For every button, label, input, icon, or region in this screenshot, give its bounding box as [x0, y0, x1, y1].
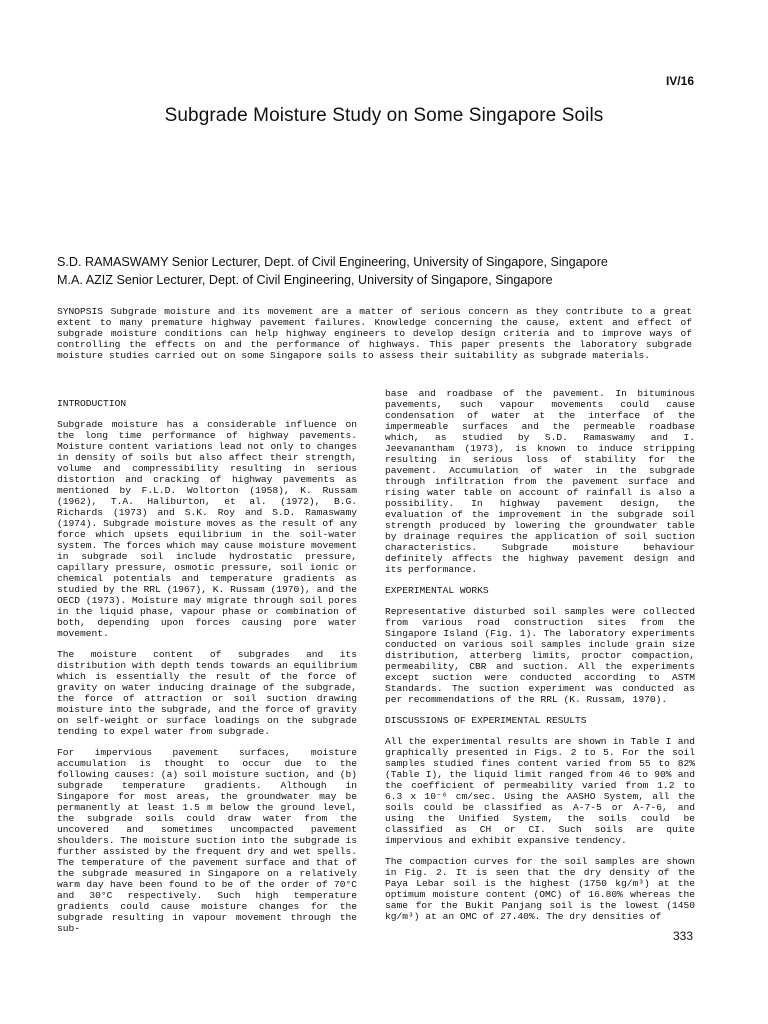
paper-title: Subgrade Moisture Study on Some Singapore Soils — [164, 105, 604, 126]
body-paragraph: Subgrade moisture has a considerable influence on the long time performance of highway pavements. Moisture content variations lead not only to changes in density of soils but also affect their strength, volume and compressibility resulting in serious distortion and cracking of highway pavements as mentioned by F.L.D. Woltorton (1958), K. Russam (1962), T.A. Haliburton, et al. (1972), B.G. Richards (1973) and S.K. Roy and S.D. Ramaswamy (1974). Subgrade moisture moves as the result of any force which upsets equilibrium in the soil-water system. The forces which may cause moisture movement in subgrade soil include hydrostatic pressure, capillary pressure, osmotic pressure, soil ionic or chemical potentials and temperature gradients as studied by the RRL (1967), K. Russam (1970), and the OECD (1973). Moisture may migrate through soil pores in the liquid phase, vapour phase or combination of both, depending upon forces causing pore water movement. — [57, 419, 357, 639]
page-number: 333 — [672, 929, 693, 943]
body-paragraph: For impervious pavement surfaces, moisture accumulation is thought to occur due to the following causes: (a) soil moisture suction, and (b) subgrade temperature gradients. Although in Singapore for most areas, the groundwater may be permanently at least 1.5 m below the ground level, the subgrade soils could draw water from the uncovered and sometimes uncompacted pavement shoulders. The moisture suction into the subgrade is further assisted by the frequent dry and wet spells. The temperature of the pavement surface and that of the subgrade measured in Singapore on a relatively warm day have been found to be of the order of 70°C and 30°C respectively. Such high temperature gradients could cause moisture changes for the subgrade resulting in vapour movement through the sub- — [57, 747, 357, 934]
page-id: IV/16 — [665, 74, 694, 88]
body-paragraph: The compaction curves for the soil samples are shown in Fig. 2. It is seen that the dry density of the Paya Lebar soil is the highest (1750 kg/m³) at the optimum moisture content (OMC) of 16.80% whereas the same for the Bukit Panjang soil is the lowest (1450 kg/m³) at an OMC of 27.40%. The dry densities of — [385, 856, 695, 922]
right-column — [385, 388, 695, 932]
author-line — [57, 253, 717, 271]
section-heading-discussions: DISCUSSIONS OF EXPERIMENTAL RESULTS — [385, 715, 587, 726]
body-paragraph: base and roadbase of the pavement. In bituminous pavements, such vapour movements could cause condensation of water at the interface of the impermeable surfaces and the permeable roadbase which, as studied by S.D. Ramaswamy and I. Jeevanantham (1973), is known to induce stripping resulting in serious loss of stability for the pavement. Accumulation of water in the subgrade through infiltration from the pavement surface and rising water table on account of rainfall is also a possibility. In highway pavement design, the evaluation of the improvement in the subgrade soil strength produced by lowering the groundwater table by drainage requires the application of soil suction characteristics. Subgrade moisture behaviour definitely affects the highway pavement design and its performance. — [385, 388, 695, 575]
left-column — [57, 388, 357, 944]
synopsis: SYNOPSIS Subgrade moisture and its movement are a matter of serious concern as they contribute to a great extent to many premature highway pavement failures. Knowledge concerning the cause, extent and effect of subgrade moisture conditions can help highway engineers to develop design criteria and to improve ways of controlling the effects on and the performance of highways. This paper presents the laboratory subgrade moisture studies carried out on some Singapore soils to assess their suitability as subgrade materials. — [57, 306, 692, 361]
author-affiliation: Senior Lecturer, Dept. of Civil Engineering, University of Singapore, Singapore — [171, 255, 608, 269]
section-heading-experimental-works: EXPERIMENTAL WORKS — [385, 585, 489, 596]
author-affiliation: Senior Lecturer, Dept. of Civil Engineering, University of Singapore, Singapore — [116, 273, 553, 287]
body-paragraph: The moisture content of subgrades and its distribution with depth tends towards an equilibrium which is essentially the result of the force of gravity on water inducing drainage of the subgrade, the force of attraction or soil suction drawing moisture into the subgrade, and the force of gravity on self-weight or surface loadings on the subgrade tending to expel water from subgrade. — [57, 649, 357, 737]
author-list — [57, 253, 717, 289]
author-name: M.A. AZIZ — [57, 273, 113, 287]
author-name: S.D. RAMASWAMY — [57, 255, 169, 269]
body-paragraph: Representative disturbed soil samples were collected from various road construction sites from the Singapore Island (Fig. 1). The laboratory experiments conducted on various soil samples include grain size distribution, atterberg limits, proctor compaction, permeability, CBR and suction. All the experiments except suction were conducted according to ASTM Standards. The suction experiment was conducted as per recommendations of the RRL (K. Russam, 1970). — [385, 606, 695, 705]
section-heading-introduction: INTRODUCTION — [57, 398, 127, 409]
author-line — [57, 271, 717, 289]
body-paragraph: All the experimental results are shown in Table I and graphically presented in Figs. 2 to 5. For the soil samples studied fines content varied from 55 to 82% (Table I), the liquid limit ranged from 46 to 90% and the coefficient of permeability varied from 1.2 to 6.3 x 10⁻⁶ cm/sec. Using the AASHO System, all the soils could be classified as A-7-5 or A-7-6, and using the Unified System, the soils could be classified as CH or CI. Such soils are quite impervious and exhibit expansive tendency. — [385, 736, 695, 846]
